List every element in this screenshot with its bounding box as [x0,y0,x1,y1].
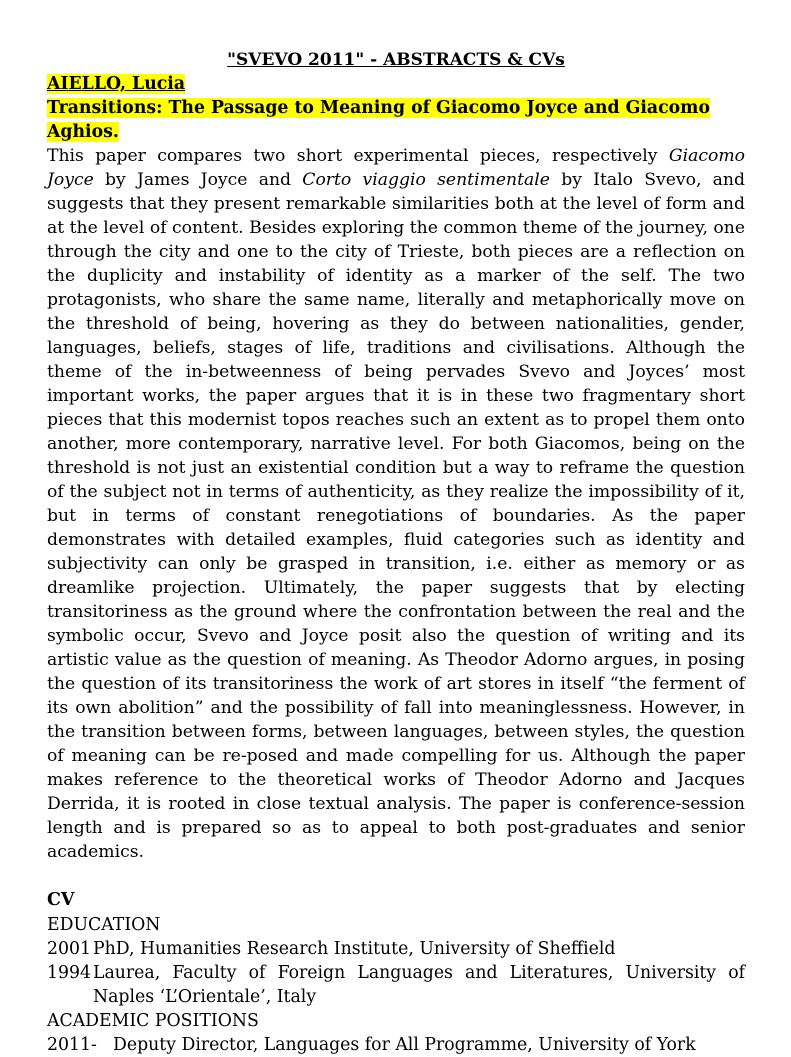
abstract-paragraph [47,144,745,864]
abstract-text-1: This paper compares two short experimental pieces, respectively [47,146,669,166]
author-line [47,72,745,96]
education-entry [47,961,745,1009]
abstract-italic-corto-viaggio: Corto viaggio sentimentale [302,170,550,190]
cv-heading: CV [47,890,75,910]
position-year: 2011- [47,1035,97,1055]
education-heading: EDUCATION [47,915,161,935]
positions-heading: ACADEMIC POSITIONS [47,1011,259,1031]
abstract-text-3: by Italo Svevo, and suggests that they present remarkable similarities both at the level of form and at the level of content. Besides exploring the common theme of the journey, one through the city and one to the city of Trieste, both pieces are a reflection on the duplicity and instability of identity as a marker of the self. The two protagonists, who share the same name, literally and metaphorically move on the threshold of being, hovering as they do between nationalities, gender, languages, beliefs, stages of life, traditions and civilisations. Although the theme of the in-betweenness of being pervades Svevo and Joyces’ most important works, the paper argues that it is in these two fragmentary short pieces that this modernist topos reaches such an extent as to propel them onto another, more contemporary, narrative level. For both Giacomos, being on the threshold is not just an existential condition but a way to reframe the question of the subject not in terms of authenticity, as they realize the impossibility of it, but in terms of constant renegotiations of boundaries. As the paper demonstrates with detailed examples, fluid categories such as identity and subjectivity can only be grasped in transition, i.e. either as memory or as dreamlike projection. Ultimately, the paper suggests that by electing transitoriness as the ground where the confrontation between the real and the symbolic occur, Svevo and Joyce posit also the question of writing and its artistic value as the question of meaning. As Theodor Adorno argues, in posing the question of its transitoriness the work of art stores in itself “the ferment of its own abolition” and the possibility of fall into meaninglessness. However, in the transition between forms, between languages, between styles, the question of meaning can be re-posed and made compelling for us. Although the paper makes reference to the theoretical works of Theodor Adorno and Jacques Derrida, it is rooted in close textual analysis. The paper is conference-session length and is prepared so as to appeal to both post-graduates and senior academics. [47,170,745,862]
section-spacer [47,864,745,888]
paper-title-line [47,96,745,144]
author-name: AIELLO, Lucia [47,74,186,94]
position-description: Deputy Director, Languages for All Programme, University of York [113,1035,696,1055]
education-year: 2001 [47,939,91,959]
education-description: Laurea, Faculty of Foreign Languages and Literatures, University of Naples ‘L’Orientale’, Italy [93,963,745,1007]
paper-title: Transitions: The Passage to Meaning of Giacomo Joyce and Giacomo Aghios. [47,98,710,142]
education-description: PhD, Humanities Research Institute, University of Sheffield [93,939,616,959]
document-page [47,40,745,1057]
position-entry [47,1033,745,1057]
education-year: 1994 [47,963,91,983]
abstract-italic-giacomo-joyce: Giacomo Joyce [47,146,745,190]
document-title: "SVEVO 2011" - ABSTRACTS & CVs [227,50,565,70]
abstract-text-2: by James Joyce and [93,170,303,190]
education-entry [47,937,745,961]
